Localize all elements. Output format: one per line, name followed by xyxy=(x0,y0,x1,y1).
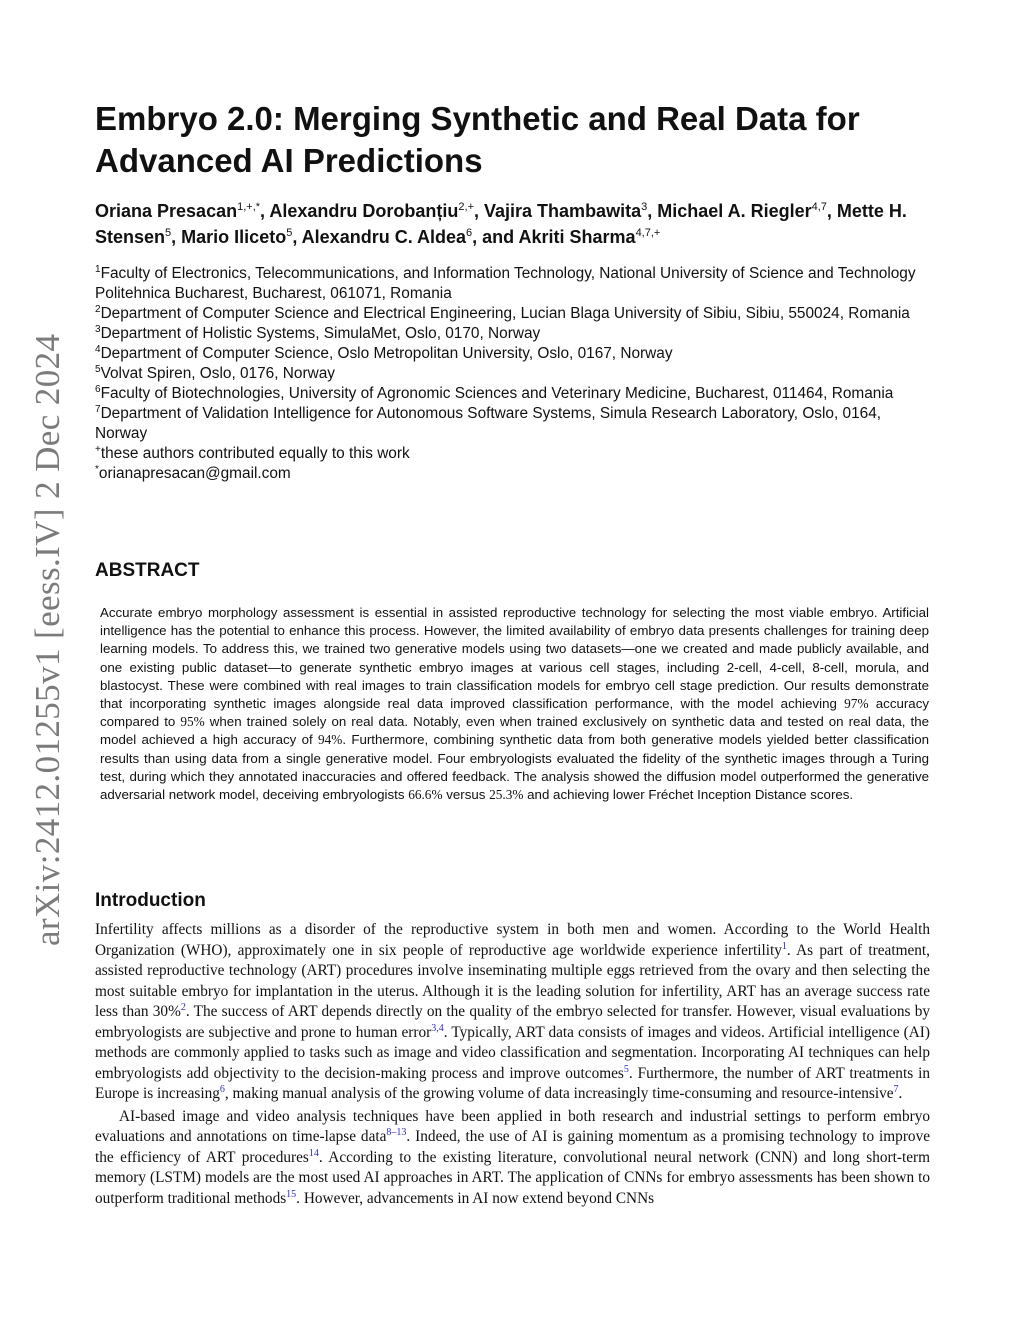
affiliation-text: Faculty of Biotechnologies, University of Agronomic Sciences and Veterinary Medicine, Bucharest, 011464, Romania xyxy=(100,385,894,402)
abstract-heading: ABSTRACT xyxy=(95,560,200,581)
body-text: . Typically, ART data consists of images and videos. Artificial intelligence (AI) methods are commonly applied to tasks such as image and video classification and segmentation. Incorporating AI techniques can help embryologists add objectivity to the decision-making process and improve outcomes xyxy=(95,1023,930,1082)
body-text: Infertility affects millions as a disorder of the reproductive system in both men and women. According to the World Health Organization (WHO), approximately one in six people of reproductive age worldwide experience infertility xyxy=(95,921,930,959)
affiliation-marker: * xyxy=(95,464,99,475)
author-name: Oriana Presacan xyxy=(95,201,238,221)
body-text: . Furthermore, the number of ART treatments in Europe is increasing xyxy=(95,1064,931,1102)
author-name: Alexandru Dorobanțiu xyxy=(269,201,459,221)
affiliation-marker: 5 xyxy=(95,364,101,375)
abstract-number: 66.6% xyxy=(408,787,443,803)
author-sup: 4,7 xyxy=(811,201,827,213)
affiliation-marker: 1 xyxy=(95,264,101,275)
affiliation-item xyxy=(95,304,933,324)
affiliation-text: these authors contributed equally to this work xyxy=(100,445,410,462)
paper-title: Embryo 2.0: Merging Synthetic and Real Data for Advanced AI Predictions xyxy=(95,100,860,179)
author-name: Vajira Thambawita xyxy=(484,201,642,221)
author-separator: , xyxy=(171,227,182,247)
abstract-segment: Accurate embryo morphology assessment is essential in assisted reproductive technology for selecting the most viable embryo. Artificial intelligence has the potential to enhance this process. However, the limited availability of embryo data presents challenges for training deep learning models. To address this, we trained two generative models using two datasets—one we created and made publicly available, and one existing public dataset—to generate synthetic embryo images at various cell stages, including 2-cell, 4-cell, 8-cell, morula, and blastocyst. These were combined with real images to train classification models for embryo cell stage prediction. Our results demonstrate that incorporating synthetic images alongside real data improved classification performance, with the model achieving xyxy=(100,605,929,712)
body-text: . However, advancements in AI now extend beyond CNNs xyxy=(296,1189,655,1207)
author-separator: , xyxy=(826,201,837,221)
body-text: . Indeed, the use of AI is gaining momentum as a promising technology to improve the efficiency of ART procedures xyxy=(95,1128,931,1166)
affiliation-text: Department of Computer Science, Oslo Metropolitan University, Oslo, 0167, Norway xyxy=(100,345,673,362)
body-text: . According to the existing literature, convolutional neural network (CNN) and long short-term memory (LSTM) models are the most used AI approaches in ART. The application of CNNs for embryo assessments has been shown to outperform traditional methods xyxy=(95,1148,930,1207)
author-sup: 3 xyxy=(641,201,648,213)
affiliation-item xyxy=(95,404,933,444)
author-list xyxy=(95,198,933,250)
author-separator: , and xyxy=(472,227,519,247)
affiliation-marker: 7 xyxy=(95,404,101,415)
author-sup: 6 xyxy=(466,227,473,239)
author-separator: , xyxy=(292,227,302,247)
affiliation-item xyxy=(95,324,933,344)
affiliation-text: Department of Validation Intelligence for Autonomous Software Systems, Simula Research Laboratory, Oslo, 0164, Norway xyxy=(95,405,882,442)
affiliation-marker: 6 xyxy=(95,384,101,395)
abstract-segment: when trained solely on real data. Notably, even when trained exclusively on synthetic data and tested on real data, the model achieved a high accuracy of xyxy=(100,714,930,748)
author-separator: , xyxy=(474,201,485,221)
abstract-text xyxy=(100,604,929,804)
citation-link[interactable]: 6 xyxy=(219,1084,225,1095)
citation-link[interactable]: 15 xyxy=(286,1188,297,1200)
intro-paragraph-1 xyxy=(95,920,930,1105)
abstract-segment: versus xyxy=(442,787,490,803)
affiliation-marker: 3 xyxy=(95,324,101,335)
intro-paragraph-2 xyxy=(95,1107,930,1210)
citation-link[interactable]: 7 xyxy=(893,1084,899,1095)
author-separator: , xyxy=(260,201,270,221)
introduction-heading: Introduction xyxy=(95,890,206,911)
paper-page xyxy=(95,98,933,1207)
abstract-segment: and achieving lower Fréchet Inception Distance scores. xyxy=(523,787,854,803)
citation-link[interactable]: 5 xyxy=(623,1063,629,1075)
abstract-number: 95% xyxy=(180,714,205,730)
body-text: . The success of ART depends directly on the quality of the embryo selected for transfer. However, visual evaluations by embryologists are subjective and prone to human error xyxy=(95,1003,930,1041)
affiliation-marker: 2 xyxy=(95,304,101,315)
author-sup: 2,+ xyxy=(458,201,474,213)
affiliation-item xyxy=(95,384,933,404)
affiliation-item xyxy=(95,444,933,464)
author-sup: 1,+,* xyxy=(237,201,261,213)
author-sup: 5 xyxy=(286,227,293,239)
author-name: Akriti Sharma xyxy=(518,227,636,247)
citation-link[interactable]: 3,4 xyxy=(431,1022,444,1034)
affiliation-marker: + xyxy=(95,444,101,455)
citation-link[interactable]: 1 xyxy=(781,940,787,952)
abstract-number: 25.3% xyxy=(489,787,524,803)
affiliation-marker: 4 xyxy=(95,344,101,355)
introduction-body xyxy=(95,920,930,1209)
affiliation-item xyxy=(95,264,933,304)
affiliation-item xyxy=(95,344,933,364)
author-sup: 5 xyxy=(165,227,172,239)
affiliation-list xyxy=(95,264,933,484)
body-text: AI-based image and video analysis techniques have been applied in both research and industrial settings to perform embryo evaluations and annotations on time-lapse data xyxy=(95,1107,930,1145)
affiliation-text: Volvat Spiren, Oslo, 0176, Norway xyxy=(100,365,335,382)
citation-link[interactable]: 2 xyxy=(180,1002,186,1013)
body-text: . xyxy=(898,1085,903,1102)
affiliation-text: Department of Holistic Systems, SimulaMet, Oslo, 0170, Norway xyxy=(100,325,541,342)
arxiv-stamp: arXiv:2412.01255v1 [eess.IV] 2 Dec 2024 xyxy=(28,333,67,946)
author-name: Michael A. Riegler xyxy=(657,201,812,221)
author-separator: , xyxy=(647,201,658,221)
abstract-segment: . Furthermore, combining synthetic data from both generative models yielded better classification results than using data from a single generative model. Four embryologists evaluated the fidelity of the synthetic images through a Turing test, during which they annotated inaccuracies and offered feedback. The analysis showed the diffusion model outperformed the generative adversarial network model, deceiving embryologists xyxy=(100,732,929,803)
body-text: . As part of treatment, assisted reproductive technology (ART) procedures involve inseminating multiple eggs retrieved from the ovary and then selecting the most suitable embryo for implantation in the uterus. Although it is the leading solution for infertility, ART has an average success rate less than 30% xyxy=(95,941,930,1020)
author-name: Mette H. Stensen xyxy=(95,201,907,247)
abstract-segment: accuracy compared to xyxy=(100,696,929,730)
body-text: , making manual analysis of the growing volume of data increasingly time-consuming and resource-intensive xyxy=(224,1085,894,1102)
citation-link[interactable]: 8–13 xyxy=(386,1127,407,1138)
author-name: Alexandru C. Aldea xyxy=(301,227,467,247)
affiliation-item xyxy=(95,364,933,384)
affiliation-item xyxy=(95,464,933,484)
abstract-number: 94% xyxy=(318,732,343,748)
affiliation-text[interactable]: orianapresacan@gmail.com xyxy=(98,465,291,482)
affiliation-text: Department of Computer Science and Electrical Engineering, Lucian Blaga University of Sibiu, Sibiu, 550024, Romania xyxy=(100,305,910,322)
affiliation-text: Faculty of Electronics, Telecommunications, and Information Technology, National University of Science and Technology Politehnica Bucharest, Bucharest, 061071, Romania xyxy=(95,265,916,302)
author-name: Mario Iliceto xyxy=(181,227,287,247)
abstract-number: 97% xyxy=(844,696,869,712)
author-sup: 4,7,+ xyxy=(635,227,661,239)
citation-link[interactable]: 14 xyxy=(308,1147,319,1159)
